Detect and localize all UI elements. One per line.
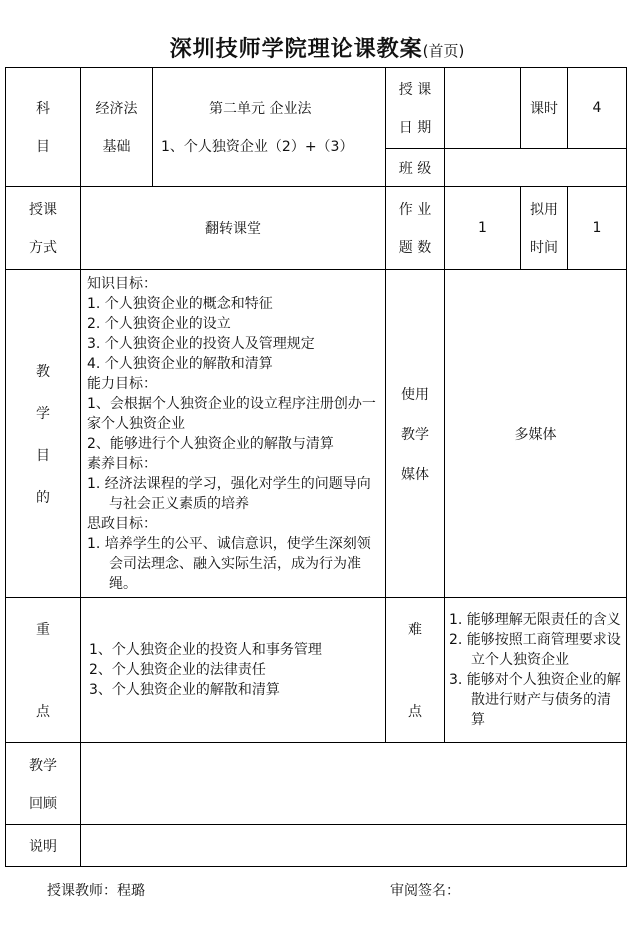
objectives-label-cell [6,270,81,598]
objective-heading: 能力目标： [87,375,157,392]
subject-value-cell [81,68,153,187]
teacher-label: 授课教师： [47,883,117,899]
objective-item: 3. 个人独资企业的投资人及管理规定 [87,335,315,352]
homework-label-2: 题 数 [398,240,432,256]
media-label-cell [386,270,445,598]
key-label-1: 重 [36,622,50,638]
key-label-cell [6,598,81,743]
objective-item: 1. 培养学生的公平、诚信意识，使学生深刻领会司法理念、融入实际生活，成为行为准绳。 [87,535,371,592]
method-label-2: 方式 [29,240,57,256]
subject-value-1: 经济法 [95,101,138,117]
difficult-point-item: 2. 能够按照工商管理要求设立个人独资企业 [449,632,621,668]
difficult-label-1: 难 [408,622,422,638]
objective-heading: 思政目标： [87,515,157,532]
review-label-2: 回顾 [29,795,57,812]
review-signature [390,880,460,900]
hours-value-cell [568,68,627,149]
media-value: 多媒体 [514,426,557,443]
objective-item: 2、能够进行个人独资企业的解散与清算 [87,435,334,452]
method-value: 翻转课堂 [205,221,261,237]
class-label-cell [386,149,445,187]
subject-label-2: 目 [36,139,50,155]
objectives-list [81,272,385,596]
unit-title: 第二单元 企业法 [209,101,312,117]
note-value-cell[interactable] [81,825,627,867]
title-text: 深圳技师学院理论课教案 [169,37,423,62]
media-value-cell [445,270,627,598]
planned-value: 1 [592,220,602,236]
key-point-item: 3、个人独资企业的解散和清算 [89,682,280,698]
key-label-2: 点 [36,704,50,720]
difficult-label-2: 点 [408,704,422,720]
subject-value-2: 基础 [102,139,131,155]
media-label-2: 教学 [401,426,429,443]
subject-label-cell [6,68,81,187]
media-label-1: 使用 [401,386,429,403]
homework-label-cell [386,187,445,270]
hours-label-cell [521,68,568,149]
date-label-2: 日 期 [398,120,432,136]
planned-label-1: 拟用 [530,202,558,218]
key-points-list [81,640,385,700]
teacher-signature [47,880,145,900]
date-value-cell[interactable] [445,68,521,149]
planned-value-cell [568,187,627,270]
objectives-label-3: 目 [36,447,50,464]
note-label-cell [6,825,81,867]
method-label-cell [6,187,81,270]
objective-item: 2. 个人独资企业的设立 [87,315,231,332]
objective-heading: 知识目标： [87,275,157,292]
method-value-cell [81,187,386,270]
review-label-1: 教学 [29,757,57,774]
page-marker: (首页) [422,42,465,60]
hours-value: 4 [592,100,602,116]
unit-lesson: 1、个人独资企业（2）+（3） [161,139,354,155]
lesson-plan-table [5,67,627,867]
teacher-name: 程璐 [117,883,145,899]
objectives-label-1: 教 [36,363,50,380]
objectives-label-4: 的 [36,489,50,506]
homework-value-cell [445,187,521,270]
difficult-points-list [445,608,626,732]
difficult-label-cell [386,598,445,743]
date-label-cell [386,68,445,149]
objectives-cell [81,270,386,598]
class-label: 班 级 [398,160,432,177]
key-point-item: 2、个人独资企业的法律责任 [89,662,266,678]
difficult-points-cell [445,598,627,743]
review-value-cell[interactable] [81,743,627,825]
objective-item: 1. 个人独资企业的概念和特征 [87,295,273,312]
note-label: 说明 [29,838,57,855]
date-label-1: 授 课 [398,82,432,98]
difficult-point-item: 3. 能够对个人独资企业的解散进行财产与债务的清算 [449,672,621,728]
document-title [0,32,634,63]
planned-label-cell [521,187,568,270]
key-points-cell [81,598,386,743]
homework-label-1: 作 业 [398,202,432,218]
subject-label-1: 科 [36,101,50,117]
objective-item: 1、会根据个人独资企业的设立程序注册创办一家个人独资企业 [87,395,376,432]
objectives-label-2: 学 [36,405,50,422]
planned-label-2: 时间 [530,240,558,256]
difficult-point-item: 1. 能够理解无限责任的含义 [449,612,621,628]
class-value-cell[interactable] [445,149,627,187]
review-sign-label: 审阅签名： [390,883,460,899]
homework-value: 1 [478,220,487,236]
media-label-3: 媒体 [401,466,429,483]
objective-heading: 素养目标： [87,455,157,472]
unit-cell [153,68,386,187]
hours-label: 课时 [530,101,558,117]
objective-item: 1. 经济法课程的学习，强化对学生的问题导向与社会正义素质的培养 [87,475,371,512]
method-label-1: 授课 [29,202,57,218]
review-label-cell [6,743,81,825]
objective-item: 4. 个人独资企业的解散和清算 [87,355,273,372]
key-point-item: 1、个人独资企业的投资人和事务管理 [89,642,322,658]
